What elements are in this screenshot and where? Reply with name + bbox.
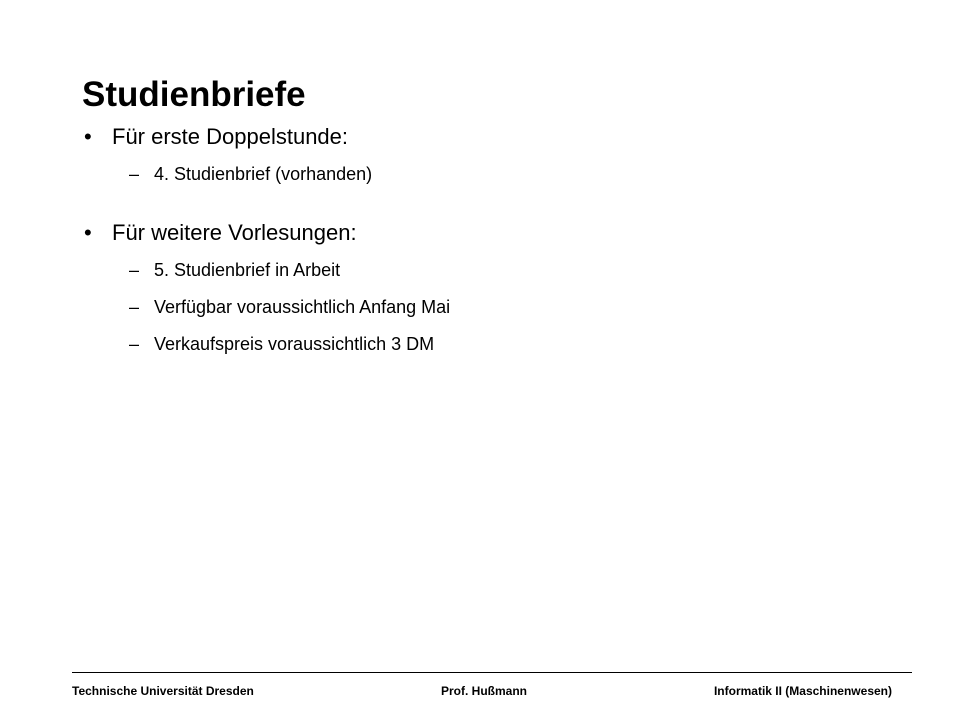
bullet-item	[84, 217, 904, 357]
footer-course: Informatik II (Maschinenwesen)	[713, 684, 892, 698]
sub-bullet-item	[129, 257, 904, 283]
bullet-line	[84, 121, 904, 153]
sub-bullet-item	[129, 331, 904, 357]
sub-bullet-text: Verkaufspreis voraussichtlich 3 DM	[154, 334, 435, 354]
sub-bullet-text: 4. Studienbrief (vorhanden)	[154, 164, 373, 184]
dash-icon: –	[129, 334, 140, 354]
bullet-line	[84, 217, 904, 249]
footer-university: Technische Universität Dresden	[72, 684, 254, 698]
sub-bullet-text: 5. Studienbrief in Arbeit	[154, 260, 341, 280]
bullet-icon: •	[84, 220, 92, 245]
bullet-text: Für erste Doppelstunde:	[112, 124, 349, 149]
dash-icon: –	[129, 260, 140, 280]
sub-bullet-list	[129, 161, 904, 187]
dash-icon: –	[129, 164, 140, 184]
footer-divider	[72, 672, 912, 673]
bullet-icon: •	[84, 124, 92, 149]
slide-title: Studienbriefe	[82, 75, 306, 115]
dash-icon: –	[129, 297, 140, 317]
sub-bullet-item	[129, 161, 904, 187]
bullet-text: Für weitere Vorlesungen:	[112, 220, 357, 245]
sub-bullet-text: Verfügbar voraussichtlich Anfang Mai	[154, 297, 451, 317]
bullet-item	[84, 121, 904, 187]
sub-bullet-list	[129, 257, 904, 357]
slide-content	[84, 121, 904, 357]
sub-bullet-item	[129, 294, 904, 320]
footer-professor: Prof. Hußmann	[441, 684, 527, 698]
